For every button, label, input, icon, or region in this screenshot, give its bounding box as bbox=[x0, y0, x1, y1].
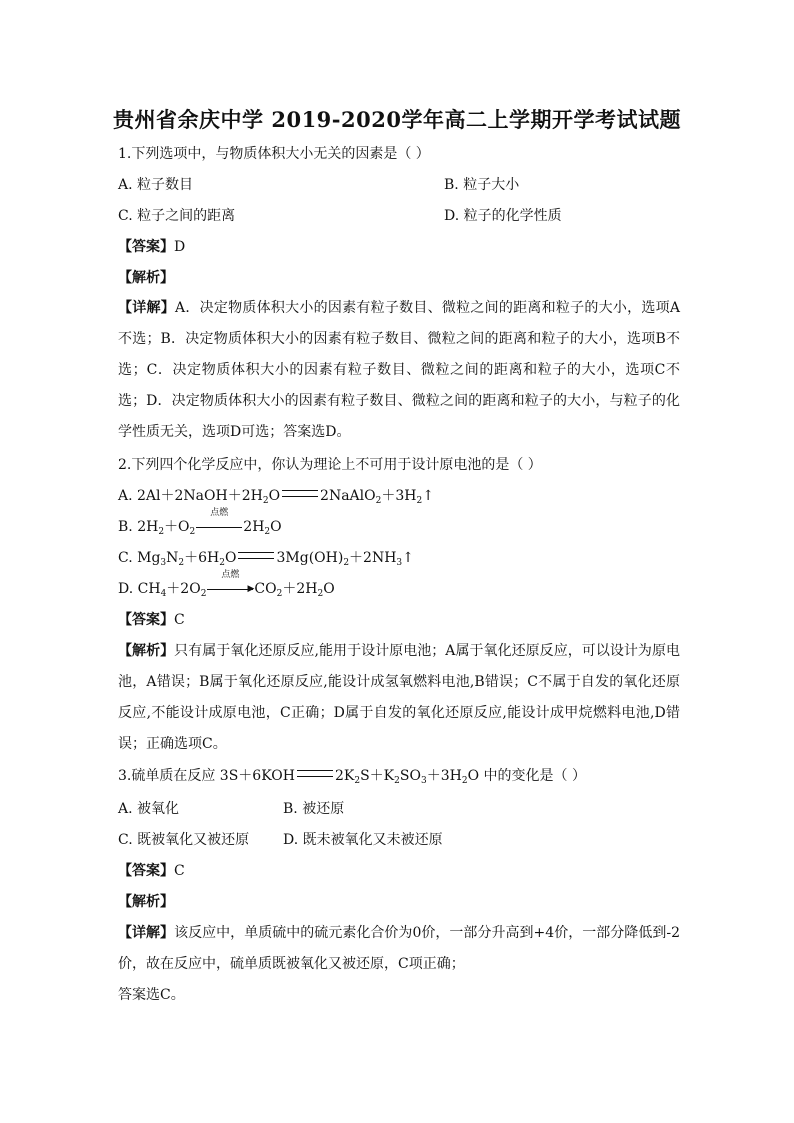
q3-option-c: C. 既被氧化又被还原 bbox=[118, 832, 250, 848]
q2-option-a: A. $2Al+2NaOH+2H_2O$ $2NaAlO_2+3H_2↑$ bbox=[118, 488, 434, 506]
analysis-text: 只有属于氧化还原反应,能用于设计原电池；A属于氧化还原反应，可以设计为原电池，A错误；B属于氧化还原反应,能设计成氢氧燃料电池,B错误；C不属于自发的氧化还原反应,不能设计成原电池，C正确；D属于自发的氧化还原反应,能设计成甲烷燃料电池,D错误；正确选项C。 bbox=[118, 643, 681, 752]
q3-analysis-tag bbox=[118, 892, 678, 912]
q3-option-d: D. 既未被氧化又未被还原 bbox=[283, 832, 443, 848]
analysis-tag: 【解析】 bbox=[118, 643, 175, 659]
q2-option-b: B. $2H_2+O_2$ 点燃 $2H_2O$ bbox=[118, 508, 282, 537]
reaction-arrow-icon: 点燃 ▶ bbox=[207, 579, 253, 593]
detail-text: 该反应中，单质硫中的硫元素化合价为0价，一部分升高到+4价，一部分降低到-2价，故在反应中，硫单质既被氧化又被还原，C项正确； bbox=[118, 925, 681, 972]
q1-detail bbox=[118, 293, 680, 448]
answer-value: C bbox=[174, 612, 185, 628]
page-title: 贵州省余庆中学 2019-2020学年高二上学期开学考试试题 bbox=[113, 107, 681, 132]
q1-option-b: B. 粒子大小 bbox=[444, 177, 520, 193]
equals-sign-icon bbox=[297, 770, 333, 777]
q2-option-d: D. $CH_4+2O_2$ 点燃 ▶ $CO_2+2H_2O$ bbox=[118, 570, 335, 599]
detail-tag: 【详解】 bbox=[118, 300, 176, 316]
analysis-tag: 【解析】 bbox=[118, 270, 174, 286]
q2-analysis bbox=[118, 636, 680, 760]
equals-sign-icon bbox=[282, 490, 318, 497]
detail-text: A．决定物质体积大小的因素有粒子数目、微粒之间的距离和粒子的大小，选项A不选；B．决定物质体积大小的因素有粒子数目、微粒之间的距离和粒子的大小，选项B不选；C．决定物质体积大小的因素有粒子数目、微粒之间的距离和粒子的大小，选项C不选；D．决定物质体积大小的因素有粒子数目、微粒之间的距离和粒子的大小，与粒子的化学性质无关，选项D可选；答案选D。 bbox=[118, 300, 681, 440]
q2-answer bbox=[118, 610, 678, 630]
question-3-stem: 3.硫单质在反应 3S＋6KOH $2K_2S+K_2SO_3+3H_2O$ 中的变化是（ ） bbox=[118, 768, 586, 786]
answer-value: C bbox=[174, 863, 185, 879]
q3-conclusion: 答案选C。 bbox=[118, 987, 185, 1003]
question-2-stem: 2.下列四个化学反应中，你认为理论上不可用于设计原电池的是（ ） bbox=[118, 457, 542, 473]
q1-answer bbox=[118, 237, 678, 257]
q3-option-b: B. 被还原 bbox=[283, 801, 345, 817]
q3-detail bbox=[118, 918, 680, 980]
answer-tag: 【答案】 bbox=[118, 612, 174, 628]
q1-option-a: A. 粒子数目 bbox=[118, 177, 194, 193]
q1-option-c: C. 粒子之间的距离 bbox=[118, 208, 236, 224]
question-1-stem: 1.下列选项中，与物质体积大小无关的因素是（ ） bbox=[118, 146, 430, 162]
q1-analysis-tag bbox=[118, 268, 678, 288]
answer-tag: 【答案】 bbox=[118, 239, 174, 255]
equals-sign-icon bbox=[238, 552, 274, 559]
reaction-line-icon: 点燃 bbox=[196, 517, 242, 531]
analysis-tag: 【解析】 bbox=[118, 894, 174, 910]
q3-answer bbox=[118, 861, 678, 881]
answer-value: D bbox=[174, 239, 186, 255]
detail-tag: 【详解】 bbox=[118, 925, 175, 941]
q1-option-d: D. 粒子的化学性质 bbox=[444, 208, 562, 224]
q3-option-a: A. 被氧化 bbox=[118, 801, 180, 817]
answer-tag: 【答案】 bbox=[118, 863, 174, 879]
q2-option-c: C. $Mg_3N_2+6H_2O$ $3Mg(OH)_2+2NH_3↑$ bbox=[118, 550, 414, 568]
